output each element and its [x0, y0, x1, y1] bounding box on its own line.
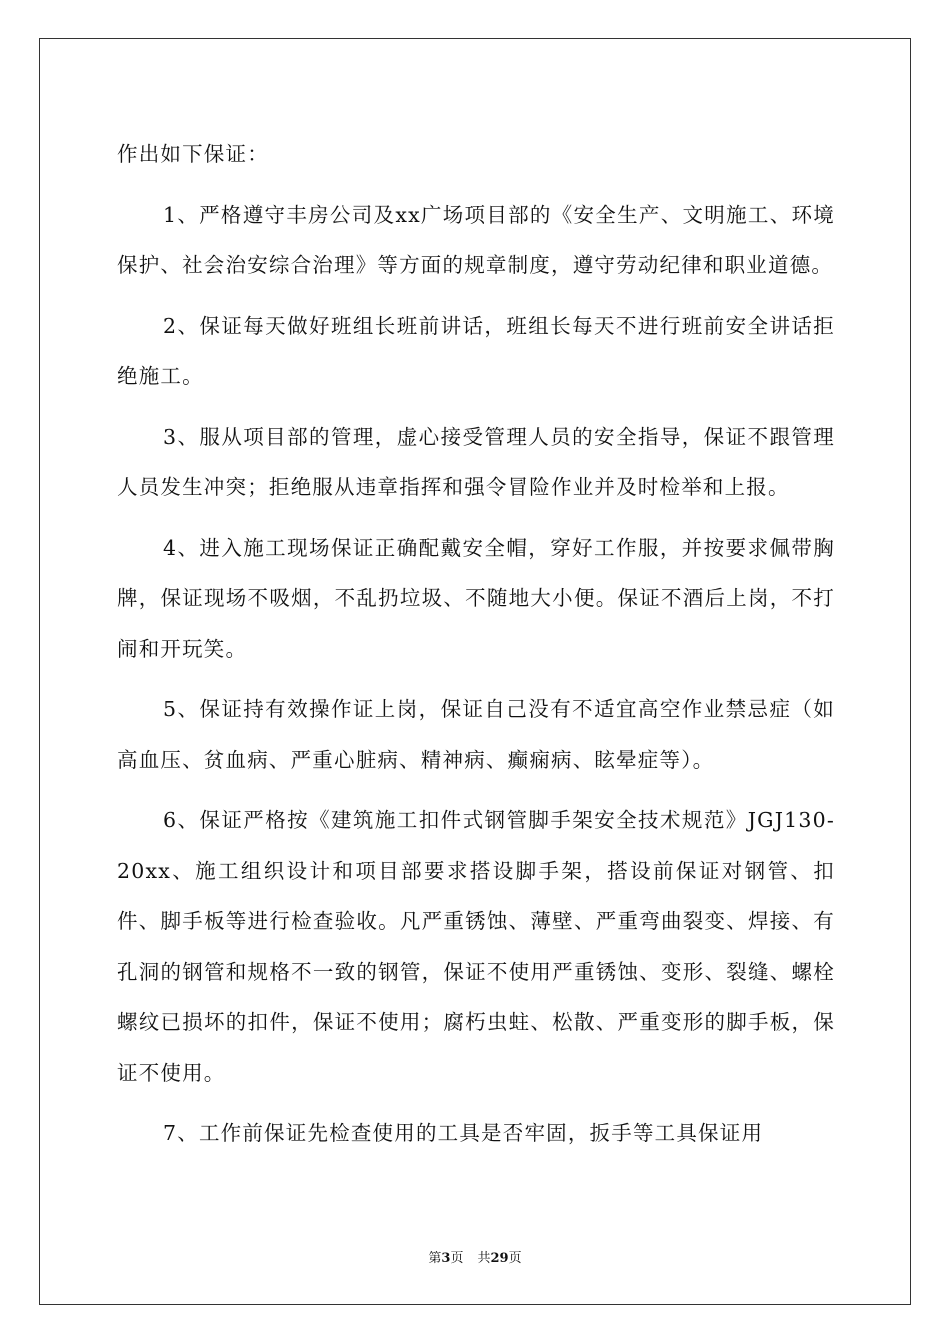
page-prefix: 第 [428, 1251, 442, 1266]
clause-2-paragraph: 2、保证每天做好班组长班前讲话，班组长每天不进行班前安全讲话拒绝施工。 [117, 313, 835, 388]
page-footer [0, 1247, 950, 1266]
total-suffix: 页 [508, 1251, 522, 1266]
clause-6-paragraph: 6、保证严格按《建筑施工扣件式钢管脚手架安全技术规范》JGJ130-20xx、施工组织设计和项目部要求搭设脚手架，搭设前保证对钢管、扣件、脚手板等进行检查验收。凡严重锈蚀、薄壁、严重弯曲裂变、焊接、有孔洞的钢管和规格不一致的钢管，保证不使用严重锈蚀、变形、裂缝、螺栓螺纹已损坏的扣件，保证不使用；腐朽虫蛀、松散、严重变形的脚手板，保证不使用。 [117, 808, 835, 1085]
page-number: 3 [441, 1251, 451, 1266]
intro-paragraph: 作出如下保证： [117, 142, 269, 166]
total-pages: 29 [490, 1251, 509, 1266]
total-prefix: 共 [477, 1251, 491, 1266]
clause-3-paragraph: 3、服从项目部的管理，虚心接受管理人员的安全指导，保证不跟管理人员发生冲突；拒绝服从违章指挥和强令冒险作业并及时检举和上报。 [117, 424, 835, 499]
clause-7-paragraph: 7、工作前保证先检查使用的工具是否牢固，扳手等工具保证用 [163, 1121, 764, 1145]
document-body [117, 129, 835, 1169]
clause-4-paragraph: 4、进入施工现场保证正确配戴安全帽，穿好工作服，并按要求佩带胸牌，保证现场不吸烟，不乱扔垃圾、不随地大小便。保证不酒后上岗，不打闹和开玩笑。 [117, 535, 835, 661]
page-suffix: 页 [450, 1251, 464, 1266]
clause-1-paragraph: 1、严格遵守丰房公司及xx广场项目部的《安全生产、文明施工、环境保护、社会治安综合治理》等方面的规章制度，遵守劳动纪律和职业道德。 [117, 202, 835, 277]
clause-5-paragraph: 5、保证持有效操作证上岗，保证自己没有不适宜高空作业禁忌症（如高血压、贫血病、严重心脏病、精神病、癫痫病、眩晕症等）。 [117, 697, 835, 772]
